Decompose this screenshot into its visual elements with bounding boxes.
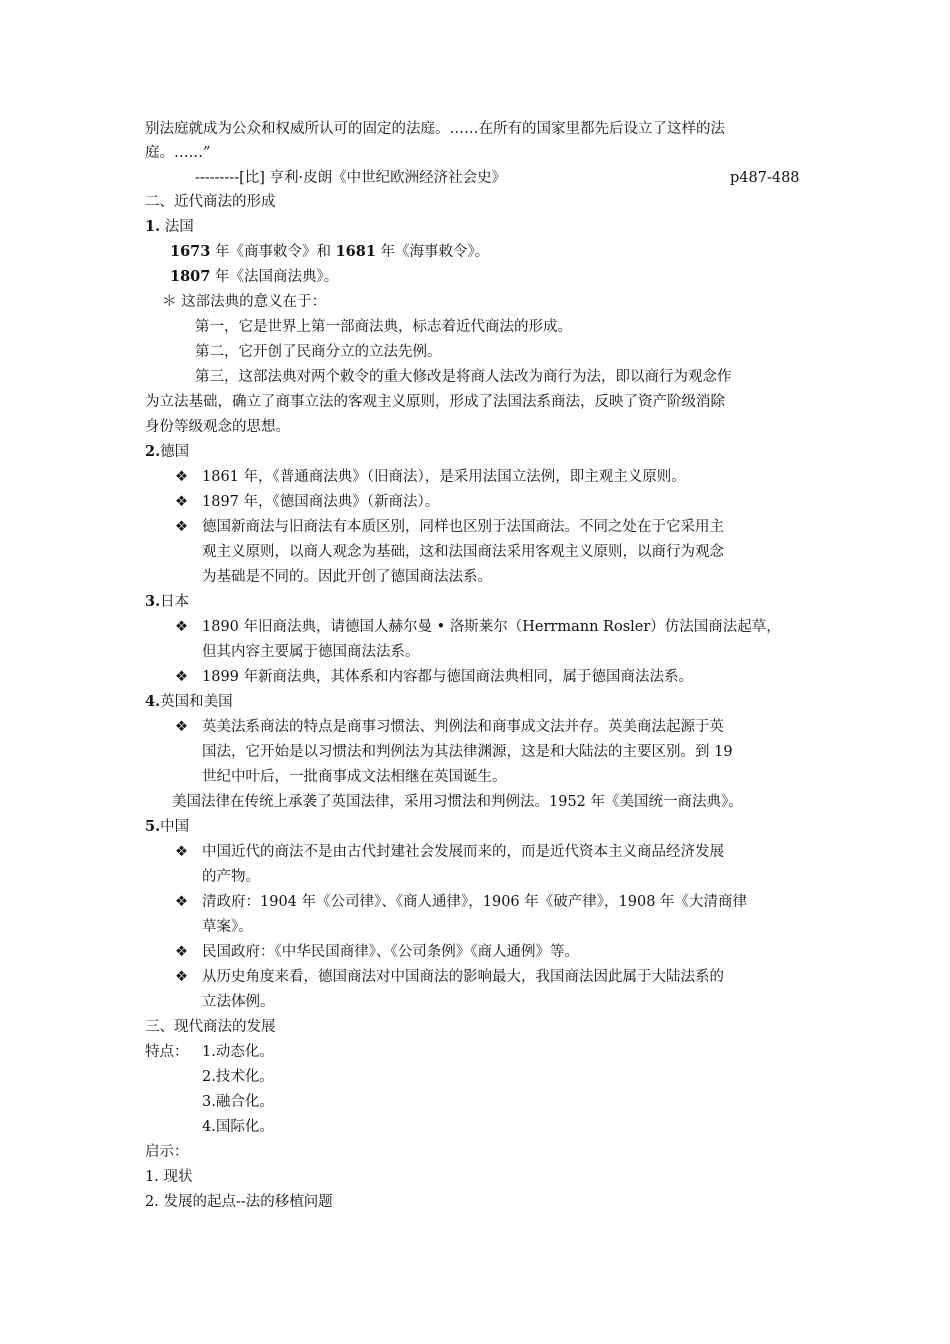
france-point-3-line-2: 为立法基础，确立了商事立法的客观主义原则，形成了法国法系商法，反映了资产阶级消除 bbox=[145, 394, 725, 410]
china-bullet-2-line-1: 清政府：1904 年《公司律》、《商人通律》，1906 年《破产律》，1908 年《大清商律 bbox=[202, 894, 748, 910]
france-note: ＊ 这部法典的意义在于： bbox=[162, 294, 327, 310]
subheading-number: 4. bbox=[145, 693, 161, 710]
subheading-number: 2. bbox=[145, 443, 161, 460]
year: 1673 bbox=[170, 243, 211, 260]
subheading-china bbox=[145, 815, 189, 839]
china-bullet-1-line-1: 中国近代的商法不是由古代封建社会发展而来的，而是近代资本主义商品经济发展 bbox=[202, 844, 724, 860]
subheading-title: 法国 bbox=[164, 219, 194, 235]
bullet-icon: ❖ bbox=[175, 719, 188, 735]
bullet-icon: ❖ bbox=[175, 844, 188, 860]
bullet-icon: ❖ bbox=[175, 519, 188, 535]
feature-item: 1.动态化。 bbox=[202, 1044, 274, 1060]
japan-bullet-1-line-2: 但其内容主要属于德国商法法系。 bbox=[202, 644, 420, 660]
bullet-icon: ❖ bbox=[175, 469, 188, 485]
ukus-bullet-1-line-1: 英美法系商法的特点是商事习惯法、判例法和商事成文法并存。英美商法起源于英 bbox=[202, 719, 724, 735]
france-line-2 bbox=[170, 265, 338, 289]
text: 年《商事敕令》和 bbox=[210, 244, 336, 260]
inspire-label: 启示： bbox=[145, 1144, 189, 1160]
france-line-1 bbox=[170, 240, 489, 264]
bullet-icon: ❖ bbox=[175, 669, 188, 685]
china-bullet-4-line-2: 立法体例。 bbox=[202, 994, 275, 1010]
section-heading-3: 三、现代商法的发展 bbox=[145, 1019, 276, 1035]
features-label: 特点： bbox=[145, 1044, 189, 1060]
quote-line-1: 别法庭就成为公众和权威所认可的固定的法庭。……在所有的国家里都先后设立了这样的法 bbox=[145, 121, 725, 137]
germany-bullet-3-line-2: 观主义原则，以商人观念为基础，这和法国商法采用客观主义原则，以商行为观念 bbox=[202, 544, 724, 560]
subheading-title: 德国 bbox=[160, 444, 190, 460]
feature-item: 4.国际化。 bbox=[202, 1119, 274, 1135]
subheading-title: 中国 bbox=[160, 819, 190, 835]
text: 年《法国商法典》。 bbox=[210, 269, 339, 285]
china-bullet-3: 民国政府：《中华民国商律》、《公司条例》《商人通例》等。 bbox=[202, 944, 579, 960]
quote-line-2: 庭。……” bbox=[145, 145, 211, 161]
bullet-icon: ❖ bbox=[175, 619, 188, 635]
subheading-title: 英国和美国 bbox=[160, 694, 233, 710]
germany-bullet-3-line-3: 为基础是不同的。因此开创了德国商法法系。 bbox=[202, 569, 492, 585]
subheading-title: 日本 bbox=[160, 594, 190, 610]
china-bullet-1-line-2: 的产物。 bbox=[202, 869, 260, 885]
france-point-1: 第一，它是世界上第一部商法典，标志着近代商法的形成。 bbox=[195, 319, 572, 335]
subheading-uk-us bbox=[145, 690, 233, 714]
feature-item: 2.技术化。 bbox=[202, 1069, 274, 1085]
subheading-number: 5. bbox=[145, 818, 161, 835]
france-point-2: 第二，它开创了民商分立的立法先例。 bbox=[195, 344, 442, 360]
bullet-icon: ❖ bbox=[175, 969, 188, 985]
citation-pages: p487-488 bbox=[730, 170, 800, 186]
japan-bullet-2: 1899 年新商法典，其体系和内容都与德国商法典相同，属于德国商法法系。 bbox=[202, 669, 694, 685]
ukus-paragraph: 美国法律在传统上承袭了英国法律，采用习惯法和判例法。1952 年《美国统一商法典》。 bbox=[172, 794, 743, 810]
subheading-number: 3. bbox=[145, 593, 161, 610]
citation: ---------[比] 亨利·皮朗《中世纪欧洲经济社会史》 bbox=[195, 170, 507, 186]
inspire-item: 1. 现状 bbox=[145, 1169, 193, 1185]
inspire-item: 2. 发展的起点--法的移植问题 bbox=[145, 1194, 333, 1210]
section-heading-2: 二、近代商法的形成 bbox=[145, 194, 276, 210]
bullet-icon: ❖ bbox=[175, 894, 188, 910]
china-bullet-2-line-2: 草案》。 bbox=[202, 919, 253, 935]
germany-bullet-1: 1861 年，《普通商法典》（旧商法），是采用法国立法例，即主观主义原则。 bbox=[202, 469, 686, 485]
subheading-germany bbox=[145, 440, 189, 464]
text: 年《海事敕令》。 bbox=[375, 244, 490, 260]
germany-bullet-2: 1897 年，《德国商法典》（新商法）。 bbox=[202, 494, 440, 510]
france-point-3-line-3: 身份等级观念的思想。 bbox=[145, 419, 290, 435]
china-bullet-4-line-1: 从历史角度来看，德国商法对中国商法的影响最大，我国商法因此属于大陆法系的 bbox=[202, 969, 724, 985]
subheading-japan bbox=[145, 590, 189, 614]
bullet-icon: ❖ bbox=[175, 494, 188, 510]
germany-bullet-3-line-1: 德国新商法与旧商法有本质区别，同样也区别于法国商法。不同之处在于它采用主 bbox=[202, 519, 724, 535]
year: 1681 bbox=[335, 243, 376, 260]
ukus-bullet-1-line-3: 世纪中叶后，一批商事成文法相继在英国诞生。 bbox=[202, 769, 507, 785]
year: 1807 bbox=[170, 268, 211, 285]
japan-bullet-1-line-1: 1890 年旧商法典，请德国人赫尔曼 • 洛斯莱尔（Herrmann Rosler）仿法国商法起草， bbox=[202, 619, 781, 635]
ukus-bullet-1-line-2: 国法，它开始是以习惯法和判例法为其法律渊源，这是和大陆法的主要区别。到 19 bbox=[202, 744, 733, 760]
bullet-icon: ❖ bbox=[175, 944, 188, 960]
subheading-number: 1. bbox=[145, 218, 161, 235]
feature-item: 3.融合化。 bbox=[202, 1094, 274, 1110]
france-point-3-line-1: 第三，这部法典对两个敕令的重大修改是将商人法改为商行为法，即以商行为观念作 bbox=[195, 369, 732, 385]
subheading-france bbox=[145, 215, 194, 239]
